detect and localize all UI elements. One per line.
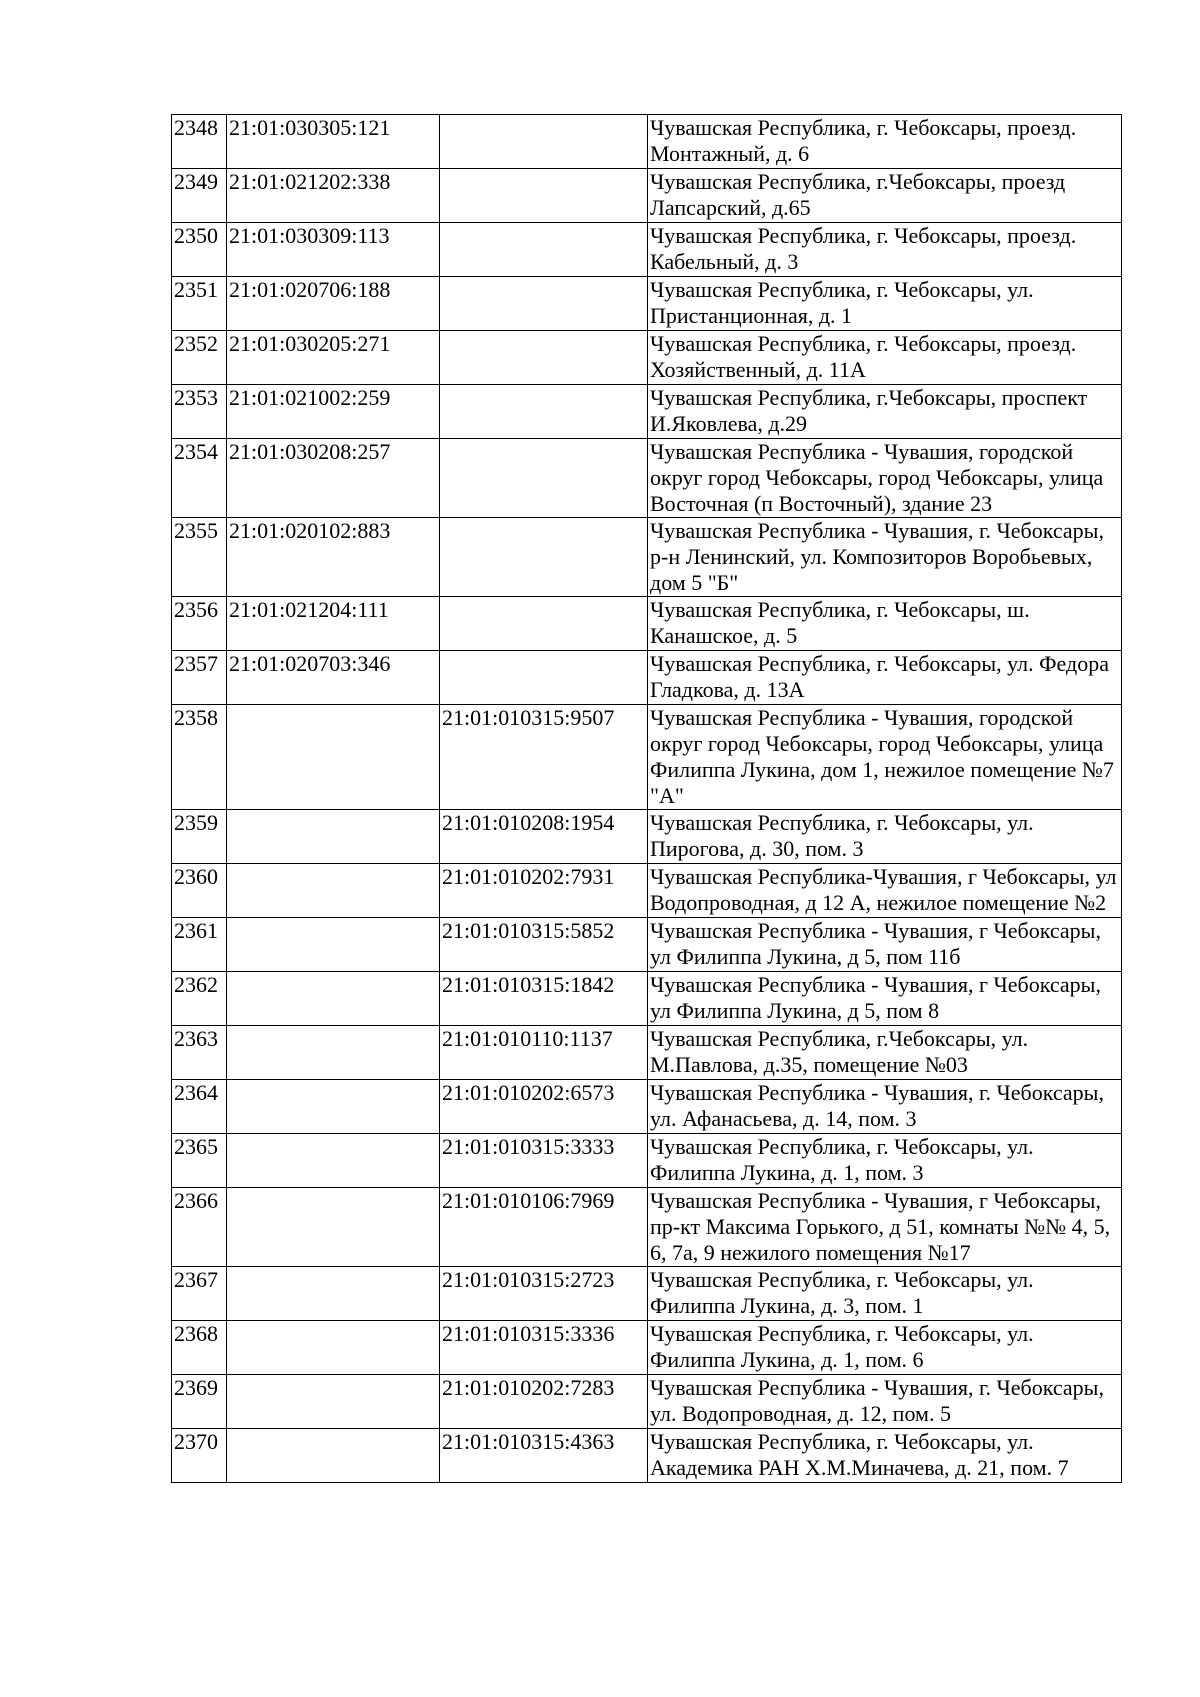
row-number-cell: 2351	[172, 277, 227, 331]
land-cadastral-number-cell	[227, 810, 440, 864]
premises-cadastral-number-cell	[440, 597, 648, 651]
table-row	[172, 115, 1122, 169]
table-row	[172, 1080, 1122, 1134]
row-number-cell: 2364	[172, 1080, 227, 1134]
row-number-cell: 2370	[172, 1429, 227, 1483]
land-cadastral-number-cell	[227, 705, 440, 810]
premises-cadastral-number-cell: 21:01:010315:2723	[440, 1267, 648, 1321]
land-cadastral-number-cell: 21:01:030208:257	[227, 439, 440, 518]
land-cadastral-number-cell	[227, 918, 440, 972]
address-cell: Чувашская Республика, г.Чебоксары, проспект И.Яковлева, д.29	[648, 385, 1122, 439]
row-number-cell: 2350	[172, 223, 227, 277]
premises-cadastral-number-cell	[440, 277, 648, 331]
land-cadastral-number-cell: 21:01:021204:111	[227, 597, 440, 651]
row-number-cell: 2361	[172, 918, 227, 972]
row-number-cell: 2348	[172, 115, 227, 169]
table-row	[172, 331, 1122, 385]
property-table	[171, 114, 1122, 1483]
row-number-cell: 2367	[172, 1267, 227, 1321]
land-cadastral-number-cell: 21:01:021002:259	[227, 385, 440, 439]
table-row	[172, 1026, 1122, 1080]
table-row	[172, 597, 1122, 651]
row-number-cell: 2358	[172, 705, 227, 810]
row-number-cell: 2355	[172, 518, 227, 597]
row-number-cell: 2365	[172, 1134, 227, 1188]
table-row	[172, 1134, 1122, 1188]
premises-cadastral-number-cell: 21:01:010202:6573	[440, 1080, 648, 1134]
table-row	[172, 518, 1122, 597]
address-cell: Чувашская Республика, г.Чебоксары, ул. М.Павлова, д.35, помещение №03	[648, 1026, 1122, 1080]
row-number-cell: 2360	[172, 864, 227, 918]
address-cell: Чувашская Республика, г. Чебоксары, проезд. Хозяйственный, д. 11А	[648, 331, 1122, 385]
row-number-cell: 2362	[172, 972, 227, 1026]
land-cadastral-number-cell	[227, 972, 440, 1026]
table-row	[172, 1267, 1122, 1321]
address-cell: Чувашская Республика, г. Чебоксары, проезд. Монтажный, д. 6	[648, 115, 1122, 169]
land-cadastral-number-cell: 21:01:020703:346	[227, 651, 440, 705]
address-cell: Чувашская Республика - Чувашия, городской округ город Чебоксары, город Чебоксары, улица Филиппа Лукина, дом 1, нежилое помещение №7 "А"	[648, 705, 1122, 810]
land-cadastral-number-cell	[227, 1134, 440, 1188]
table-row	[172, 385, 1122, 439]
premises-cadastral-number-cell	[440, 518, 648, 597]
table-row	[172, 439, 1122, 518]
address-cell: Чувашская Республика - Чувашия, г Чебоксары, ул Филиппа Лукина, д 5, пом 11б	[648, 918, 1122, 972]
land-cadastral-number-cell	[227, 864, 440, 918]
row-number-cell: 2357	[172, 651, 227, 705]
address-cell: Чувашская Республика, г. Чебоксары, ул. Пристанционная, д. 1	[648, 277, 1122, 331]
address-cell: Чувашская Республика, г. Чебоксары, ш. Канашское, д. 5	[648, 597, 1122, 651]
premises-cadastral-number-cell: 21:01:010106:7969	[440, 1188, 648, 1267]
address-cell: Чувашская Республика, г. Чебоксары, ул. Филиппа Лукина, д. 1, пом. 6	[648, 1321, 1122, 1375]
premises-cadastral-number-cell: 21:01:010315:3336	[440, 1321, 648, 1375]
table-row	[172, 651, 1122, 705]
land-cadastral-number-cell	[227, 1429, 440, 1483]
premises-cadastral-number-cell: 21:01:010202:7931	[440, 864, 648, 918]
premises-cadastral-number-cell: 21:01:010315:4363	[440, 1429, 648, 1483]
table-row	[172, 705, 1122, 810]
address-cell: Чувашская Республика - Чувашия, г. Чебоксары, ул. Водопроводная, д. 12, пом. 5	[648, 1375, 1122, 1429]
address-cell: Чувашская Республика - Чувашия, городской округ город Чебоксары, город Чебоксары, улица Восточная (п Восточный), здание 23	[648, 439, 1122, 518]
premises-cadastral-number-cell: 21:01:010315:9507	[440, 705, 648, 810]
address-cell: Чувашская Республика, г. Чебоксары, ул. Филиппа Лукина, д. 3, пом. 1	[648, 1267, 1122, 1321]
premises-cadastral-number-cell	[440, 385, 648, 439]
address-cell: Чувашская Республика, г. Чебоксары, ул. Федора Гладкова, д. 13А	[648, 651, 1122, 705]
premises-cadastral-number-cell: 21:01:010315:5852	[440, 918, 648, 972]
table-row	[172, 223, 1122, 277]
address-cell: Чувашская Республика - Чувашия, г Чебоксары, пр-кт Максима Горького, д 51, комнаты №№ 4, 5, 6, 7а, 9 нежилого помещения №17	[648, 1188, 1122, 1267]
land-cadastral-number-cell: 21:01:021202:338	[227, 169, 440, 223]
address-cell: Чувашская Республика - Чувашия, г. Чебоксары, р-н Ленинский, ул. Композиторов Воробьевых, дом 5 "Б"	[648, 518, 1122, 597]
row-number-cell: 2356	[172, 597, 227, 651]
land-cadastral-number-cell: 21:01:020706:188	[227, 277, 440, 331]
address-cell: Чувашская Республика-Чувашия, г Чебоксары, ул Водопроводная, д 12 А, нежилое помещение №2	[648, 864, 1122, 918]
table-row	[172, 277, 1122, 331]
land-cadastral-number-cell: 21:01:030305:121	[227, 115, 440, 169]
land-cadastral-number-cell	[227, 1188, 440, 1267]
row-number-cell: 2359	[172, 810, 227, 864]
premises-cadastral-number-cell: 21:01:010315:3333	[440, 1134, 648, 1188]
premises-cadastral-number-cell	[440, 439, 648, 518]
address-cell: Чувашская Республика, г. Чебоксары, ул. Академика РАН Х.М.Миначева, д. 21, пом. 7	[648, 1429, 1122, 1483]
row-number-cell: 2349	[172, 169, 227, 223]
table-row	[172, 1429, 1122, 1483]
address-cell: Чувашская Республика, г. Чебоксары, ул. Филиппа Лукина, д. 1, пом. 3	[648, 1134, 1122, 1188]
table-row	[172, 1375, 1122, 1429]
premises-cadastral-number-cell: 21:01:010208:1954	[440, 810, 648, 864]
table-row	[172, 864, 1122, 918]
premises-cadastral-number-cell: 21:01:010110:1137	[440, 1026, 648, 1080]
premises-cadastral-number-cell: 21:01:010315:1842	[440, 972, 648, 1026]
address-cell: Чувашская Республика, г. Чебоксары, проезд. Кабельный, д. 3	[648, 223, 1122, 277]
land-cadastral-number-cell	[227, 1267, 440, 1321]
land-cadastral-number-cell	[227, 1080, 440, 1134]
address-cell: Чувашская Республика - Чувашия, г. Чебоксары, ул. Афанасьева, д. 14, пом. 3	[648, 1080, 1122, 1134]
land-cadastral-number-cell: 21:01:030205:271	[227, 331, 440, 385]
premises-cadastral-number-cell	[440, 651, 648, 705]
row-number-cell: 2369	[172, 1375, 227, 1429]
row-number-cell: 2352	[172, 331, 227, 385]
table-row	[172, 810, 1122, 864]
row-number-cell: 2366	[172, 1188, 227, 1267]
land-cadastral-number-cell: 21:01:030309:113	[227, 223, 440, 277]
address-cell: Чувашская Республика - Чувашия, г Чебоксары, ул Филиппа Лукина, д 5, пом 8	[648, 972, 1122, 1026]
premises-cadastral-number-cell	[440, 115, 648, 169]
table-row	[172, 1188, 1122, 1267]
table-row	[172, 169, 1122, 223]
premises-cadastral-number-cell: 21:01:010202:7283	[440, 1375, 648, 1429]
table-row	[172, 1321, 1122, 1375]
land-cadastral-number-cell	[227, 1026, 440, 1080]
row-number-cell: 2354	[172, 439, 227, 518]
address-cell: Чувашская Республика, г. Чебоксары, ул. Пирогова, д. 30, пом. 3	[648, 810, 1122, 864]
premises-cadastral-number-cell	[440, 331, 648, 385]
row-number-cell: 2363	[172, 1026, 227, 1080]
property-table-body	[172, 115, 1122, 1483]
land-cadastral-number-cell	[227, 1375, 440, 1429]
row-number-cell: 2353	[172, 385, 227, 439]
premises-cadastral-number-cell	[440, 169, 648, 223]
table-row	[172, 918, 1122, 972]
row-number-cell: 2368	[172, 1321, 227, 1375]
land-cadastral-number-cell: 21:01:020102:883	[227, 518, 440, 597]
premises-cadastral-number-cell	[440, 223, 648, 277]
table-row	[172, 972, 1122, 1026]
address-cell: Чувашская Республика, г.Чебоксары, проезд Лапсарский, д.65	[648, 169, 1122, 223]
land-cadastral-number-cell	[227, 1321, 440, 1375]
